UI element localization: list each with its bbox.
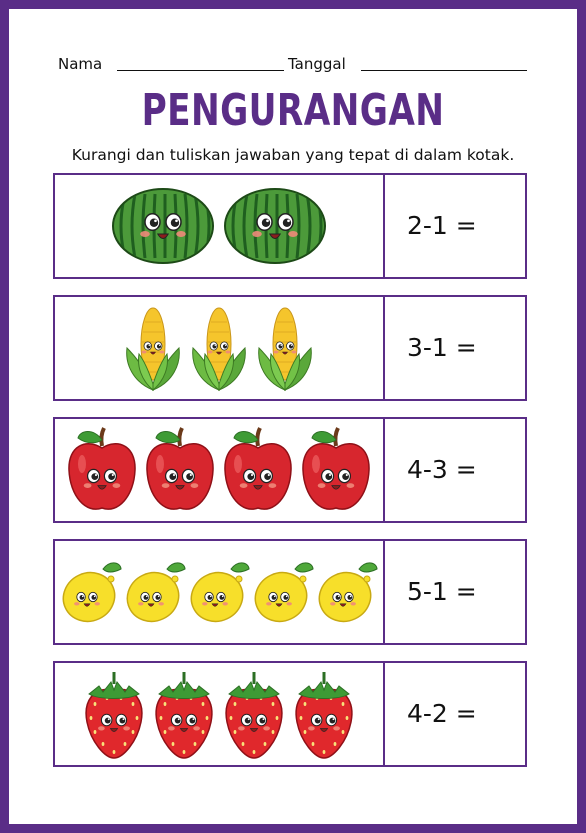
lemon-icon	[59, 557, 123, 627]
lemon-icon	[123, 557, 187, 627]
strawberry-icon	[151, 668, 217, 760]
fruit-group	[55, 175, 383, 277]
equation-text: 2-1 =	[407, 211, 477, 240]
equation-text: 5-1 =	[407, 577, 477, 606]
strawberry-icon	[81, 668, 147, 760]
equation-text: 4-2 =	[407, 699, 477, 728]
strawberry-icon	[291, 668, 357, 760]
apple-icon	[66, 424, 138, 516]
row-divider	[383, 663, 385, 765]
apple-icon	[300, 424, 372, 516]
row-divider	[383, 541, 385, 643]
corn-icon	[123, 302, 183, 394]
date-line[interactable]	[361, 70, 527, 71]
strawberry-icon	[221, 668, 287, 760]
row-divider	[383, 297, 385, 399]
row-divider	[383, 419, 385, 521]
apple-icon	[144, 424, 216, 516]
date-label: Tanggal	[288, 55, 346, 73]
problem-row-1	[53, 173, 527, 279]
equation-text: 4-3 =	[407, 455, 477, 484]
instruction-text: Kurangi dan tuliskan jawaban yang tepat di dalam kotak.	[71, 146, 515, 164]
lemon-icon	[315, 557, 379, 627]
fruit-group	[55, 663, 383, 765]
fruit-group	[55, 297, 383, 399]
lemon-icon	[187, 557, 251, 627]
row-divider	[383, 175, 385, 277]
problem-row-2	[53, 295, 527, 401]
problem-row-3	[53, 417, 527, 523]
corn-icon	[189, 302, 249, 394]
fruit-group	[55, 541, 383, 643]
name-label: Nama	[58, 55, 103, 73]
fruit-group	[55, 419, 383, 521]
lemon-icon	[251, 557, 315, 627]
problem-row-4	[53, 539, 527, 645]
watermelon-icon	[223, 186, 327, 266]
watermelon-icon	[111, 186, 215, 266]
equation-text: 3-1 =	[407, 333, 477, 362]
problem-row-5	[53, 661, 527, 767]
name-line[interactable]	[117, 70, 284, 71]
page-title: PENGURANGAN	[141, 85, 445, 136]
corn-icon	[255, 302, 315, 394]
apple-icon	[222, 424, 294, 516]
